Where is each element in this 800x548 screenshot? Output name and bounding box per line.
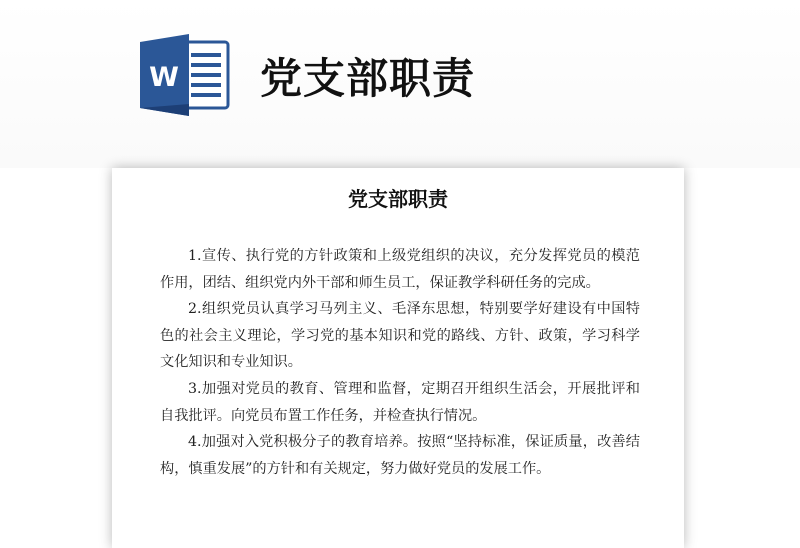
document-paragraph-1: 1.宣传、执行党的方针政策和上级党组织的决议，充分发挥党员的模范作用，团结、组织党内外干部和师生员工，保证教学科研任务的完成。 [160,248,640,291]
header-title: 党支部职责 [260,54,476,103]
document-page [112,168,684,548]
document-paragraph-3: 3.加强对党员的教育、管理和监督，定期召开组织生活会，开展批评和自我批评。向党员布置工作任务，并检查执行情况。 [160,380,640,424]
document-paragraph-4: 4.加强对入党积极分子的教育培养。按照“坚持标准，保证质量，改善结构，慎重发展”的方针和有关规定，努力做好党员的发展工作。 [160,434,640,477]
document-paragraph-2: 2.组织党员认真学习马列主义、毛泽东思想，特别要学好建设有中国特色的社会主义理论，学习党的基本知识和党的路线、方针、政策，学习科学文化知识和专业知识。 [160,301,640,371]
document-title: 党支部职责 [348,187,448,211]
word-document-icon [139,34,231,116]
word-icon-letter: W [149,62,179,93]
document-body [160,243,640,482]
